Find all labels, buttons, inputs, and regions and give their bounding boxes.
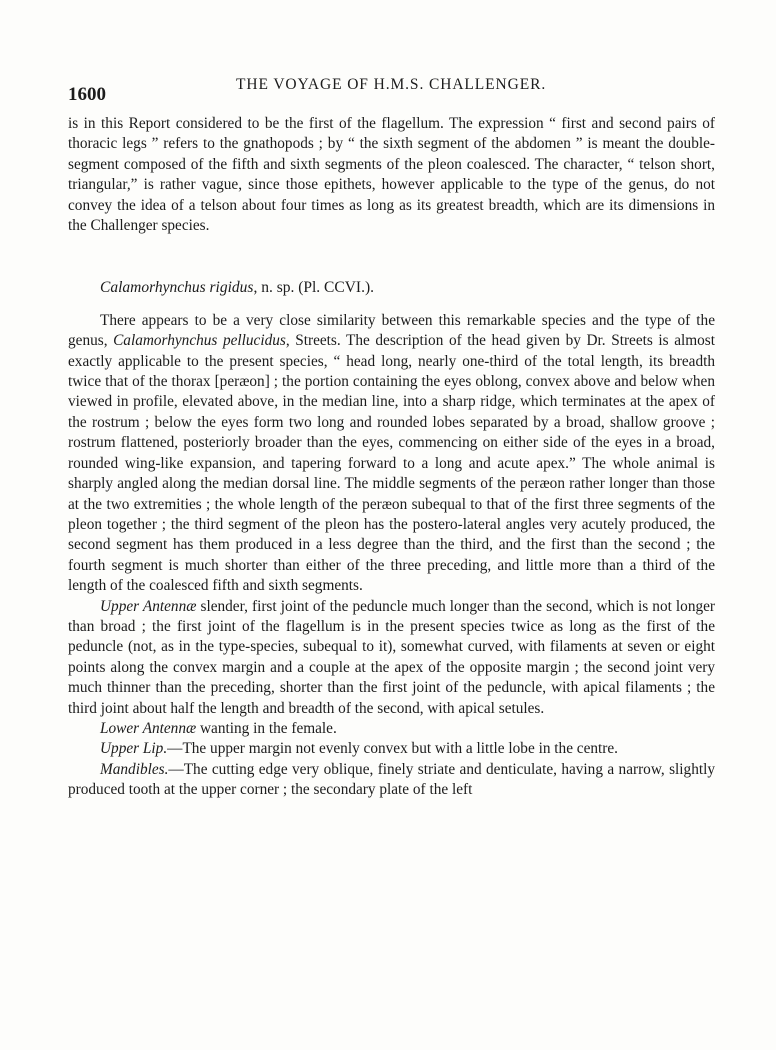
page-number: 1600 <box>68 84 106 105</box>
running-title: THE VOYAGE OF H.M.S. CHALLENGER. <box>236 76 547 93</box>
upper-antennae-label: Upper Antennæ <box>100 597 197 615</box>
page-header <box>68 76 736 106</box>
mandibles-text: —The cutting edge very oblique, finely striate and denticulate, having a narrow, slightly produced tooth at the upper corner ; the secondary plate of the left <box>68 760 715 799</box>
mandibles-label: Mandibles. <box>100 760 169 778</box>
paragraph-mandibles <box>68 760 715 801</box>
upper-lip-text: —The upper margin not evenly convex but with a little lobe in the centre. <box>167 740 618 758</box>
upper-antennae-text: slender, first joint of the peduncle much longer than the second, which is not longer than broad ; the first joint of the flagellum is in the present species twice as long as the first of the peduncle (not, as in the type-species, subequal to it), somewhat curved, with filaments at seven or eight points along the convex margin and a couple at the apex of the opposite margin ; the second joint very much thinner than the preceding, shorter than the first joint of the peduncle, with apical filaments ; the third joint about half the length and breadth of the second, with apical setules. <box>68 597 715 717</box>
upper-lip-label: Upper Lip. <box>100 740 168 758</box>
page-body <box>68 114 715 801</box>
paragraph-telson: is in this Report considered to be the first of the flagellum. The expression “ first and second pairs of thoracic legs ” refers to the gnathopods ; by “ the sixth segment of the abdomen ” is meant the double-segment composed of the fifth and sixth segments of the pleon coalesced. The character, “ telson short, triangular,” is rather vague, since those epithets, however applicable to the type of the genus, do not convey the idea of a telson about four times as long as its greatest breadth, which are its dimensions in the Challenger species. <box>68 115 715 235</box>
paragraph-upper-antennae <box>68 597 715 719</box>
paragraph-lower-antennae <box>68 719 715 739</box>
similarity-text-b: , Streets. The description of the head given by Dr. Streets is almost exactly applicable to the present species, “ head long, nearly one-third of the total length, its breadth twice that of the thorax [peræon] ; the portion containing the eyes oblong, convex above and below when viewed in profile, elevated above, in the median line, into a sharp ridge, which terminates at the apex of the rostrum ; below the eyes form two long and rounded lobes separated by a broad, shallow groove ; rostrum flattened, posteriorly broader than the eyes, commencing on either side of the eyes in a broad, rounded wing-like expansion, and tapering forward to a long and acute apex.” The whole animal is sharply angled along the median dorsal line. The middle segments of the peræon rather longer than those at the two extremities ; the whole length of the peræon subequal to that of the first three segments of the pleon together ; the third segment of the pleon has the postero-lateral angles very acutely produced, the second segment has them produced in a less degree than the third, and the first than the second ; the fourth segment is much shorter than either of the three preceding, and little more than a third of the length of the coalesced fifth and sixth segments. <box>68 332 715 595</box>
species-heading <box>100 278 715 298</box>
type-species-name: Calamorhynchus pellucidus <box>113 332 286 350</box>
lower-antennae-label: Lower Antennæ <box>100 719 197 737</box>
species-name: Calamorhynchus rigidus <box>100 279 254 297</box>
species-heading-rest: , n. sp. (Pl. CCVI.). <box>253 279 375 297</box>
paragraph-upper-lip <box>68 739 715 759</box>
similarity-text-a: There appears to be a very close similarity between this remarkable species and the type of the genus, <box>68 311 715 350</box>
paragraph-similarity <box>68 311 715 597</box>
lower-antennae-text: wanting in the female. <box>196 719 337 737</box>
